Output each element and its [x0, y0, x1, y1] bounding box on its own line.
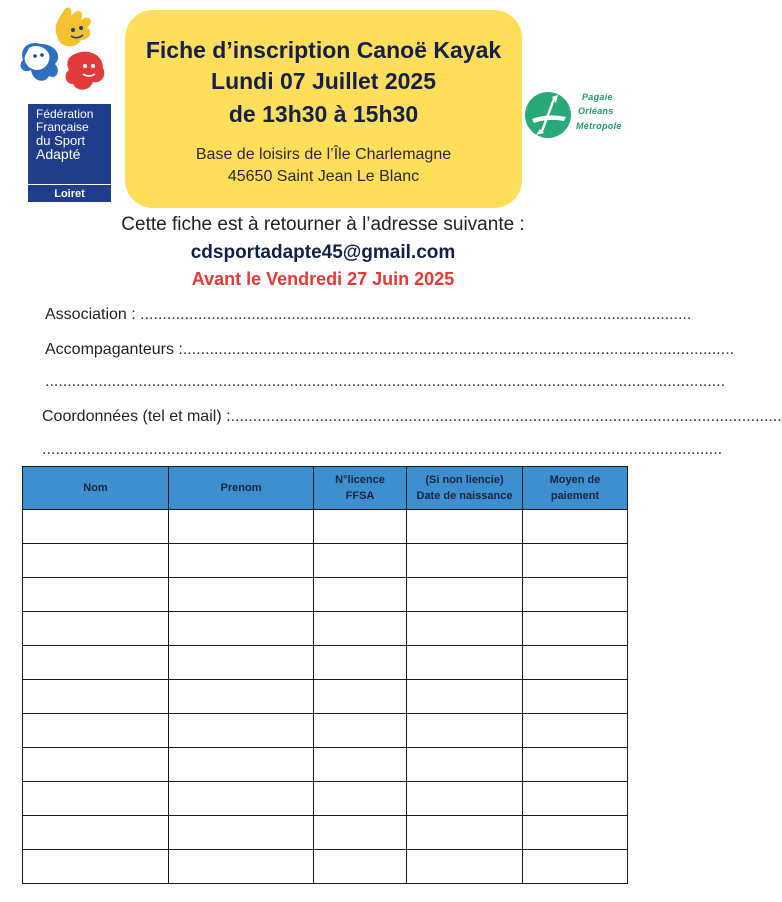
return-instructions: Cette fiche est à retourner à l’adresse suivante : [121, 214, 525, 235]
pom-line-3: Métropole [576, 121, 622, 131]
coordonnees-label: Coordonnées (tel et mail) : [42, 408, 231, 425]
ffsa-figures-icon [15, 4, 111, 104]
prenom-cell[interactable] [169, 816, 314, 850]
licence-cell[interactable] [314, 714, 407, 748]
paiement-cell[interactable] [523, 646, 628, 680]
accompagnateurs-continuation-field [45, 373, 726, 391]
column-header-paiement [523, 467, 628, 510]
pom-logo [524, 88, 636, 144]
association-label: Association : [45, 306, 141, 323]
prenom-cell[interactable] [169, 544, 314, 578]
naissance-cell[interactable] [407, 578, 523, 612]
nom-cell[interactable] [23, 646, 169, 680]
fill-line[interactable]: ............................................................................................................................ [140, 306, 692, 323]
header-text: (Si non liencie) [425, 474, 504, 486]
nom-cell[interactable] [23, 714, 169, 748]
prenom-cell[interactable] [169, 646, 314, 680]
ffsa-logo [15, 4, 111, 202]
nom-cell[interactable] [23, 544, 169, 578]
paiement-cell[interactable] [523, 510, 628, 544]
table-row [23, 680, 628, 714]
table-row [23, 714, 628, 748]
table-row [23, 850, 628, 884]
table-header-row [23, 467, 628, 510]
prenom-cell[interactable] [169, 782, 314, 816]
nom-cell[interactable] [23, 612, 169, 646]
registration-table [22, 466, 628, 884]
column-header-naissance [407, 467, 523, 510]
table-row [23, 816, 628, 850]
event-date: Lundi 07 Juillet 2025 [211, 68, 436, 94]
header-text: Date de naissance [416, 490, 513, 502]
paiement-cell[interactable] [523, 850, 628, 884]
pom-line-2: Orléans [578, 106, 614, 116]
paiement-cell[interactable] [523, 816, 628, 850]
paiement-cell[interactable] [523, 578, 628, 612]
nom-cell[interactable] [23, 510, 169, 544]
paiement-cell[interactable] [523, 748, 628, 782]
naissance-cell[interactable] [407, 714, 523, 748]
paiement-cell[interactable] [523, 680, 628, 714]
fill-line[interactable]: ......................................................................................................................................................... [45, 373, 726, 390]
naissance-cell[interactable] [407, 680, 523, 714]
page-title: Fiche d’inscription Canoë Kayak [145, 37, 502, 63]
column-header-nom [23, 467, 169, 510]
naissance-cell[interactable] [407, 544, 523, 578]
paiement-cell[interactable] [523, 714, 628, 748]
paiement-cell[interactable] [523, 782, 628, 816]
prenom-cell[interactable] [169, 612, 314, 646]
paiement-cell[interactable] [523, 612, 628, 646]
prenom-cell[interactable] [169, 680, 314, 714]
table-row [23, 748, 628, 782]
naissance-cell[interactable] [407, 646, 523, 680]
licence-cell[interactable] [314, 544, 407, 578]
deadline-text: Avant le Vendredi 27 Juin 2025 [191, 269, 455, 289]
nom-cell[interactable] [23, 578, 169, 612]
prenom-cell[interactable] [169, 748, 314, 782]
licence-cell[interactable] [314, 510, 407, 544]
naissance-cell[interactable] [407, 850, 523, 884]
ffsa-region-label: Loiret [28, 184, 111, 202]
pom-line-1: Pagaie [582, 92, 613, 102]
ffsa-name-line-3: du Sport [36, 133, 86, 148]
naissance-cell[interactable] [407, 782, 523, 816]
licence-cell[interactable] [314, 782, 407, 816]
naissance-cell[interactable] [407, 510, 523, 544]
table-row [23, 578, 628, 612]
header-text: paiement [550, 490, 600, 502]
kayak-paddle-icon [524, 91, 572, 139]
prenom-cell[interactable] [169, 850, 314, 884]
coordonnees-field [42, 408, 782, 426]
licence-cell[interactable] [314, 646, 407, 680]
nom-cell[interactable] [23, 816, 169, 850]
header-text: Moyen de [549, 474, 601, 486]
table-row [23, 782, 628, 816]
nom-cell[interactable] [23, 850, 169, 884]
table-row [23, 510, 628, 544]
licence-cell[interactable] [314, 578, 407, 612]
accompagnateurs-field [45, 341, 735, 359]
header-text: N°licence [335, 474, 385, 486]
header-text: Prenom [220, 482, 262, 494]
prenom-cell[interactable] [169, 578, 314, 612]
ffsa-name-panel [28, 104, 111, 202]
licence-cell[interactable] [314, 680, 407, 714]
fill-line[interactable]: ............................................................................................................................ [230, 408, 782, 425]
prenom-cell[interactable] [169, 510, 314, 544]
nom-cell[interactable] [23, 782, 169, 816]
contact-email: cdsportadapte45@gmail.com [190, 242, 456, 263]
licence-cell[interactable] [314, 612, 407, 646]
nom-cell[interactable] [23, 680, 169, 714]
naissance-cell[interactable] [407, 612, 523, 646]
column-header-licence [314, 467, 407, 510]
fill-line[interactable]: ......................................................................................................................................................... [42, 441, 723, 458]
table-row [23, 612, 628, 646]
event-address-line-1: Base de loisirs de l’Île Charlemagne [195, 146, 452, 163]
licence-cell[interactable] [314, 850, 407, 884]
header-text: FFSA [345, 490, 375, 502]
prenom-cell[interactable] [169, 714, 314, 748]
header-text: Nom [83, 482, 108, 494]
naissance-cell[interactable] [407, 816, 523, 850]
ffsa-name-line-1: Fédération [36, 107, 94, 121]
association-field [45, 306, 692, 324]
header-card [125, 10, 522, 208]
event-address-line-2: 45650 Saint Jean Le Blanc [227, 168, 420, 185]
naissance-cell[interactable] [407, 748, 523, 782]
nom-cell[interactable] [23, 748, 169, 782]
accompagnateurs-label: Accompaganteurs : [45, 341, 183, 358]
table-row [23, 646, 628, 680]
table-row [23, 544, 628, 578]
coordonnees-continuation-field [42, 441, 723, 459]
paiement-cell[interactable] [523, 544, 628, 578]
ffsa-name-line-4: Adapté [36, 146, 81, 162]
fill-line[interactable]: ............................................................................................................................ [182, 341, 735, 358]
table-body [23, 510, 628, 884]
column-header-prenom [169, 467, 314, 510]
licence-cell[interactable] [314, 748, 407, 782]
event-time: de 13h30 à 15h30 [228, 101, 419, 127]
licence-cell[interactable] [314, 816, 407, 850]
ffsa-name-line-2: Française [36, 120, 89, 134]
